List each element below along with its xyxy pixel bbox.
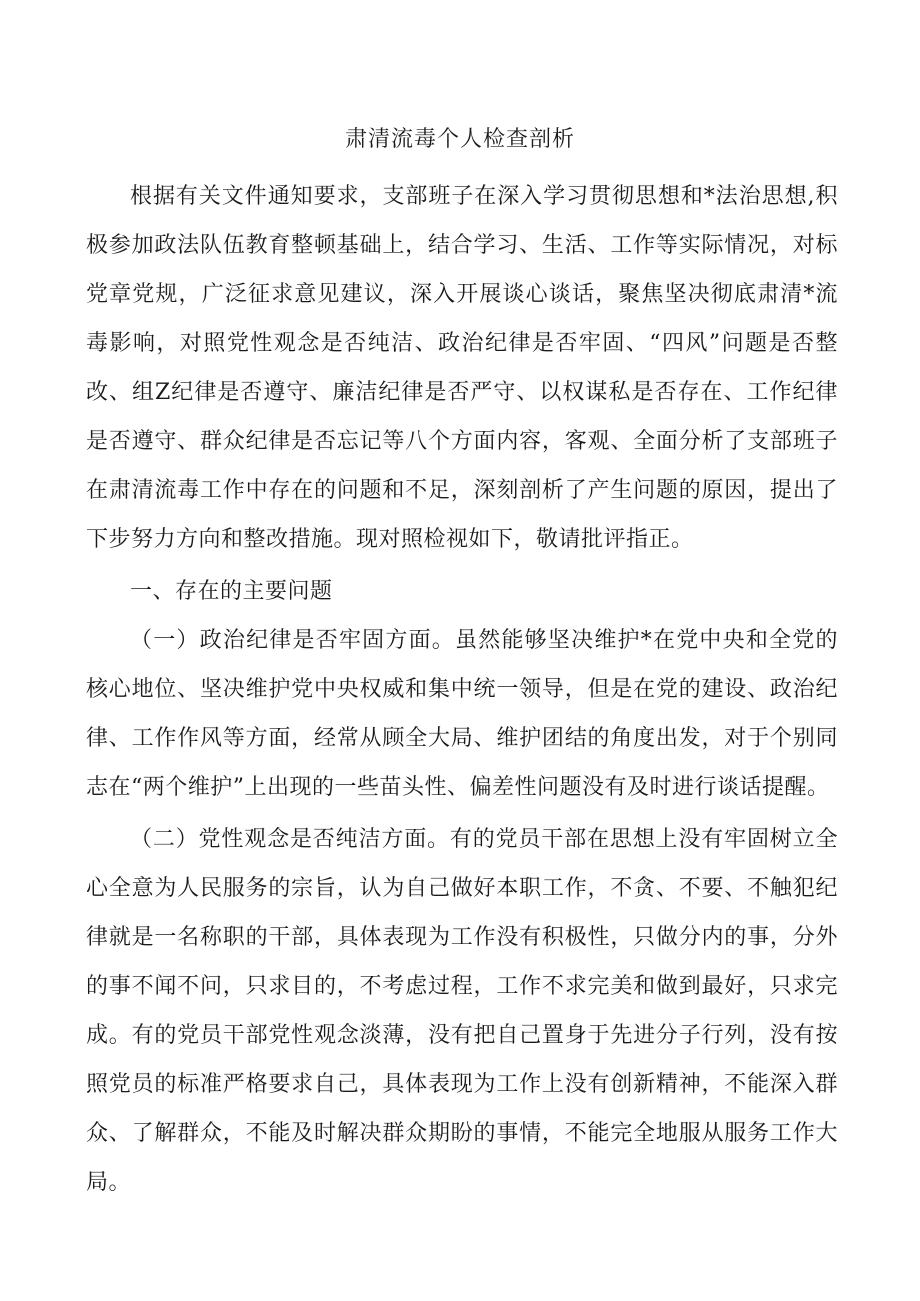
section-heading: 一、存在的主要问题 (130, 579, 333, 604)
item-party-spirit: （二）党性观念是否纯洁方面。有的党员干部在思想上没有牢固树立全心全意为人民服务的宗旨，认为自己做好本职工作，不贪、不要、不触犯纪律就是一名称职的干部，具体表现为工作没有积极性，只做分内的事，分外的事不闻不问，只求目的，不考虑过程，工作不求完美和做到最好，只求完成。有的党员干部党性观念淡薄，没有把自己置身于先进分子行列，没有按照党员的标准严格要求自己，具体表现为工作上没有创新精神，不能深入群众、了解群众，不能及时解决群众期盼的事情，不能完全地服从服务工作大局。 (86, 827, 838, 1195)
item-political-discipline: （一）政治纪律是否牢固方面。虽然能够坚决维护*在党中央和全党的核心地位、坚决维护党中央权威和集中统一领导，但是在党的建设、政治纪律、工作作风等方面，经常从顾全大局、维护团结的角度出发，对于个别同志在“两个维护”上出现的一些苗头性、偏差性问题没有及时进行谈话提醒。 (86, 628, 838, 800)
document-title: 肃清流毒个人检查剖析 (344, 127, 575, 152)
intro-paragraph: 根据有关文件通知要求，支部班子在深入学习贯彻思想和*法治思想,积极参加政法队伍教育整顿基础上，结合学习、生活、工作等实际情况，对标党章党规，广泛征求意见建议，深入开展谈心谈话，聚焦坚决彻底肃清*流毒影响，对照党性观念是否纯洁、政治纪律是否牢固、“四风”问题是否整改、组Z纪律是否遵守、廉洁纪律是否严守、以权谋私是否存在、工作纪律是否遵守、群众纪律是否忘记等八个方面内容，客观、全面分析了支部班子在肃清流毒工作中存在的问题和不足，深刻剖析了产生问题的原因，提出了下步努力方向和整改措施。现对照检视如下，敬请批评指正。 (86, 184, 838, 552)
